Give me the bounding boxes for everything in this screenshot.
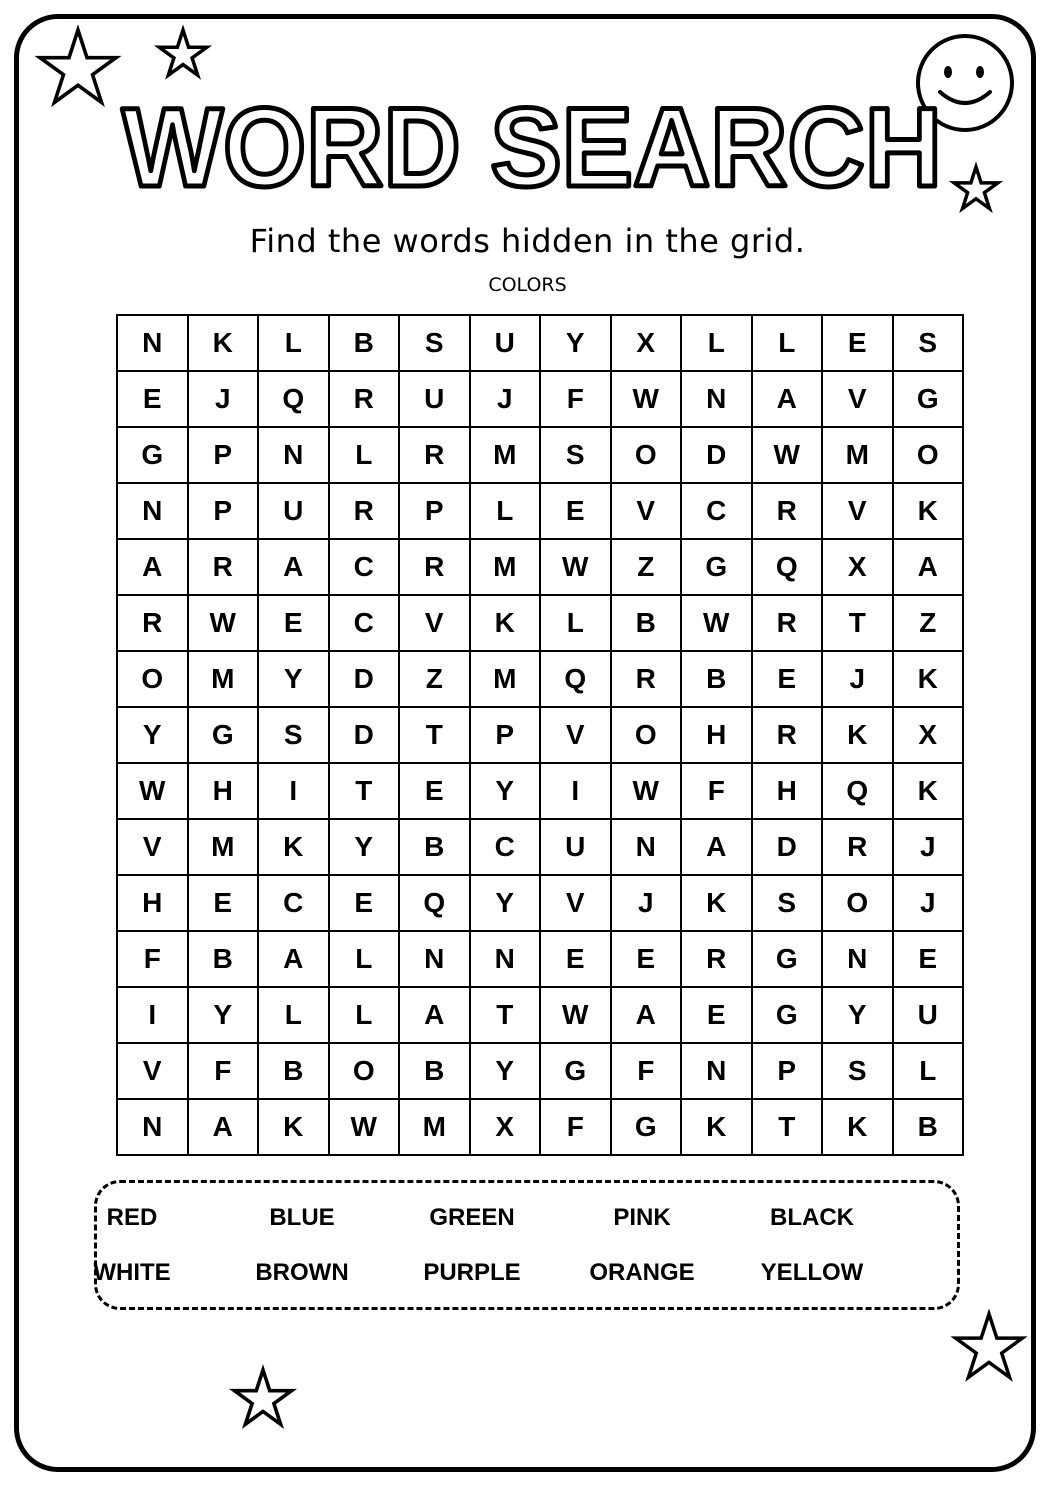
grid-cell[interactable]: E bbox=[681, 987, 752, 1043]
grid-cell[interactable]: V bbox=[117, 1043, 188, 1099]
letter-grid bbox=[116, 314, 964, 1156]
grid-cell[interactable]: E bbox=[117, 371, 188, 427]
grid-cell[interactable]: Y bbox=[470, 763, 541, 819]
grid-cell[interactable]: Y bbox=[258, 651, 329, 707]
grid-cell[interactable]: E bbox=[540, 931, 611, 987]
grid-row bbox=[117, 763, 963, 819]
grid-cell[interactable]: T bbox=[329, 763, 400, 819]
grid-cell[interactable]: V bbox=[399, 595, 470, 651]
grid-cell[interactable]: K bbox=[893, 651, 964, 707]
star-icon bbox=[956, 1314, 1023, 1377]
grid-cell[interactable]: P bbox=[399, 483, 470, 539]
grid-cell[interactable]: E bbox=[752, 651, 823, 707]
grid-cell[interactable]: O bbox=[893, 427, 964, 483]
grid-cell[interactable]: J bbox=[822, 651, 893, 707]
grid-cell[interactable]: T bbox=[470, 987, 541, 1043]
grid-cell[interactable]: F bbox=[540, 371, 611, 427]
grid-cell[interactable]: I bbox=[258, 763, 329, 819]
grid-cell[interactable]: W bbox=[329, 1099, 400, 1155]
grid-cell[interactable]: E bbox=[893, 931, 964, 987]
grid-cell[interactable]: D bbox=[329, 651, 400, 707]
grid-cell[interactable]: P bbox=[470, 707, 541, 763]
word-list-item: GREEN bbox=[429, 1204, 515, 1231]
grid-cell[interactable]: N bbox=[117, 315, 188, 371]
grid-cell[interactable]: M bbox=[188, 651, 259, 707]
grid-cell[interactable]: V bbox=[822, 371, 893, 427]
grid-cell[interactable]: M bbox=[188, 819, 259, 875]
grid-cell[interactable]: P bbox=[188, 483, 259, 539]
grid-cell[interactable]: B bbox=[681, 651, 752, 707]
grid-cell[interactable]: K bbox=[681, 1099, 752, 1155]
grid-cell[interactable]: C bbox=[329, 595, 400, 651]
grid-row bbox=[117, 1099, 963, 1155]
grid-cell[interactable]: E bbox=[399, 763, 470, 819]
grid-cell[interactable]: T bbox=[399, 707, 470, 763]
word-list-item: BLUE bbox=[269, 1204, 335, 1231]
star-icon bbox=[159, 30, 207, 75]
grid-cell[interactable]: W bbox=[117, 763, 188, 819]
grid-cell[interactable]: O bbox=[611, 427, 682, 483]
grid-row bbox=[117, 931, 963, 987]
word-list-item: RED bbox=[106, 1204, 158, 1231]
grid-cell[interactable]: N bbox=[117, 483, 188, 539]
grid-cell[interactable]: M bbox=[822, 427, 893, 483]
grid-cell[interactable]: E bbox=[329, 875, 400, 931]
grid-cell[interactable]: J bbox=[893, 819, 964, 875]
grid-cell[interactable]: C bbox=[470, 819, 541, 875]
grid-cell[interactable]: Y bbox=[822, 987, 893, 1043]
grid-cell[interactable]: H bbox=[117, 875, 188, 931]
grid-cell[interactable]: B bbox=[258, 1043, 329, 1099]
grid-cell[interactable]: Z bbox=[893, 595, 964, 651]
star-icon bbox=[234, 1370, 291, 1424]
grid-cell[interactable]: R bbox=[752, 483, 823, 539]
grid-cell[interactable]: V bbox=[611, 483, 682, 539]
grid-cell[interactable]: W bbox=[611, 763, 682, 819]
grid-cell[interactable]: B bbox=[893, 1099, 964, 1155]
grid-cell[interactable]: A bbox=[258, 539, 329, 595]
grid-cell[interactable]: R bbox=[188, 539, 259, 595]
grid-cell[interactable]: V bbox=[822, 483, 893, 539]
grid-cell[interactable]: P bbox=[188, 427, 259, 483]
grid-cell[interactable]: Q bbox=[399, 875, 470, 931]
grid-cell[interactable]: P bbox=[752, 1043, 823, 1099]
grid-cell[interactable]: L bbox=[258, 315, 329, 371]
grid-cell[interactable]: Q bbox=[258, 371, 329, 427]
grid-cell[interactable]: K bbox=[681, 875, 752, 931]
grid-cell[interactable]: O bbox=[329, 1043, 400, 1099]
grid-cell[interactable]: N bbox=[681, 1043, 752, 1099]
grid-row bbox=[117, 707, 963, 763]
grid-cell[interactable]: Y bbox=[117, 707, 188, 763]
word-list-item: PURPLE bbox=[423, 1259, 521, 1286]
grid-cell[interactable]: G bbox=[681, 539, 752, 595]
word-list-item: ORANGE bbox=[589, 1259, 695, 1286]
grid-cell[interactable]: N bbox=[258, 427, 329, 483]
grid-cell[interactable]: X bbox=[893, 707, 964, 763]
grid-cell[interactable]: Y bbox=[329, 819, 400, 875]
grid-cell[interactable]: H bbox=[752, 763, 823, 819]
grid-cell[interactable]: H bbox=[681, 707, 752, 763]
grid-row bbox=[117, 595, 963, 651]
grid-cell[interactable]: W bbox=[611, 371, 682, 427]
grid-cell[interactable]: A bbox=[258, 931, 329, 987]
grid-cell[interactable]: T bbox=[752, 1099, 823, 1155]
grid-cell[interactable]: L bbox=[258, 987, 329, 1043]
grid-cell[interactable]: Y bbox=[470, 875, 541, 931]
grid-row bbox=[117, 651, 963, 707]
grid-cell[interactable]: A bbox=[117, 539, 188, 595]
grid-cell[interactable]: K bbox=[188, 315, 259, 371]
grid-row bbox=[117, 539, 963, 595]
grid-cell[interactable]: U bbox=[258, 483, 329, 539]
grid-cell[interactable]: W bbox=[188, 595, 259, 651]
grid-cell[interactable]: B bbox=[188, 931, 259, 987]
grid-cell[interactable]: K bbox=[893, 763, 964, 819]
grid-cell[interactable]: M bbox=[470, 651, 541, 707]
grid-cell[interactable]: J bbox=[470, 371, 541, 427]
grid-cell[interactable]: N bbox=[470, 931, 541, 987]
grid-cell[interactable]: Q bbox=[752, 539, 823, 595]
grid-cell[interactable]: R bbox=[399, 427, 470, 483]
grid-cell[interactable]: R bbox=[752, 707, 823, 763]
grid-row bbox=[117, 483, 963, 539]
grid-cell[interactable]: W bbox=[540, 539, 611, 595]
word-list-item: WHITE bbox=[93, 1259, 171, 1286]
grid-row bbox=[117, 371, 963, 427]
grid-row bbox=[117, 1043, 963, 1099]
page-title-text: WORD SEARCH bbox=[122, 88, 942, 208]
grid-cell[interactable]: G bbox=[752, 931, 823, 987]
grid-cell[interactable]: G bbox=[117, 427, 188, 483]
grid-cell[interactable]: J bbox=[611, 875, 682, 931]
grid-row bbox=[117, 875, 963, 931]
grid-cell[interactable]: F bbox=[117, 931, 188, 987]
grid-row bbox=[117, 819, 963, 875]
grid-cell[interactable]: M bbox=[470, 427, 541, 483]
word-list-box bbox=[94, 1180, 960, 1310]
grid-cell[interactable]: G bbox=[540, 1043, 611, 1099]
grid-cell[interactable]: A bbox=[188, 1099, 259, 1155]
grid-cell[interactable]: O bbox=[822, 875, 893, 931]
grid-cell[interactable]: D bbox=[329, 707, 400, 763]
grid-cell[interactable]: F bbox=[611, 1043, 682, 1099]
grid-cell[interactable]: M bbox=[470, 539, 541, 595]
grid-cell[interactable]: L bbox=[681, 315, 752, 371]
word-list-item: BLACK bbox=[770, 1204, 854, 1231]
grid-cell[interactable]: R bbox=[611, 651, 682, 707]
grid-cell[interactable]: Q bbox=[822, 763, 893, 819]
grid-cell[interactable]: U bbox=[399, 371, 470, 427]
grid-cell[interactable]: U bbox=[893, 987, 964, 1043]
grid-cell[interactable]: G bbox=[188, 707, 259, 763]
grid-row bbox=[117, 987, 963, 1043]
grid-cell[interactable]: B bbox=[329, 315, 400, 371]
grid-cell[interactable]: Y bbox=[540, 315, 611, 371]
grid-cell[interactable]: J bbox=[188, 371, 259, 427]
grid-cell[interactable]: X bbox=[470, 1099, 541, 1155]
grid-cell[interactable]: V bbox=[540, 875, 611, 931]
grid-cell[interactable]: I bbox=[117, 987, 188, 1043]
grid-cell[interactable]: Z bbox=[611, 539, 682, 595]
grid-cell[interactable]: R bbox=[681, 931, 752, 987]
grid-cell[interactable]: F bbox=[540, 1099, 611, 1155]
grid-cell[interactable]: L bbox=[470, 483, 541, 539]
grid-cell[interactable]: A bbox=[611, 987, 682, 1043]
grid-cell[interactable]: W bbox=[681, 595, 752, 651]
grid-cell[interactable]: G bbox=[611, 1099, 682, 1155]
grid-cell[interactable]: B bbox=[399, 819, 470, 875]
grid-cell[interactable]: I bbox=[540, 763, 611, 819]
grid-cell[interactable]: O bbox=[117, 651, 188, 707]
grid-cell[interactable]: F bbox=[681, 763, 752, 819]
grid-cell[interactable]: V bbox=[117, 819, 188, 875]
grid-cell[interactable]: R bbox=[822, 819, 893, 875]
grid-cell[interactable]: X bbox=[611, 315, 682, 371]
grid-cell[interactable]: C bbox=[258, 875, 329, 931]
grid-cell[interactable]: S bbox=[540, 427, 611, 483]
grid-cell[interactable]: L bbox=[893, 1043, 964, 1099]
word-list-item: PINK bbox=[613, 1204, 671, 1231]
grid-cell[interactable]: K bbox=[470, 595, 541, 651]
grid-cell[interactable]: N bbox=[399, 931, 470, 987]
instructions: Find the words hidden in the grid. bbox=[249, 222, 806, 260]
grid-cell[interactable]: K bbox=[258, 819, 329, 875]
grid-cell[interactable]: U bbox=[540, 819, 611, 875]
grid-cell[interactable]: K bbox=[822, 707, 893, 763]
grid-cell[interactable]: S bbox=[399, 315, 470, 371]
grid-cell[interactable]: D bbox=[752, 819, 823, 875]
grid-cell[interactable]: N bbox=[117, 1099, 188, 1155]
grid-row bbox=[117, 427, 963, 483]
grid-cell[interactable]: R bbox=[329, 483, 400, 539]
grid-cell[interactable]: A bbox=[399, 987, 470, 1043]
grid-cell[interactable]: K bbox=[893, 483, 964, 539]
grid-cell[interactable]: S bbox=[893, 315, 964, 371]
grid-cell[interactable]: Y bbox=[470, 1043, 541, 1099]
grid-cell[interactable]: L bbox=[329, 427, 400, 483]
grid-cell[interactable]: E bbox=[188, 875, 259, 931]
grid-cell[interactable]: V bbox=[540, 707, 611, 763]
grid-cell[interactable]: U bbox=[470, 315, 541, 371]
grid-cell[interactable]: N bbox=[611, 819, 682, 875]
grid-cell[interactable]: R bbox=[329, 371, 400, 427]
grid-cell[interactable]: Z bbox=[399, 651, 470, 707]
grid-cell[interactable]: S bbox=[752, 875, 823, 931]
word-list-item: BROWN bbox=[255, 1259, 349, 1286]
word-list-item: YELLOW bbox=[760, 1259, 864, 1286]
grid-cell[interactable]: K bbox=[822, 1099, 893, 1155]
grid-cell[interactable]: L bbox=[329, 931, 400, 987]
grid-cell[interactable]: C bbox=[681, 483, 752, 539]
grid-cell[interactable]: Q bbox=[540, 651, 611, 707]
grid-cell[interactable]: R bbox=[399, 539, 470, 595]
grid-cell[interactable]: Y bbox=[188, 987, 259, 1043]
topic-label: COLORS bbox=[488, 274, 567, 296]
grid-cell[interactable]: E bbox=[822, 315, 893, 371]
grid-cell[interactable]: X bbox=[822, 539, 893, 595]
grid-cell[interactable]: A bbox=[752, 371, 823, 427]
grid-cell[interactable]: K bbox=[258, 1099, 329, 1155]
page-title bbox=[0, 88, 1055, 208]
grid-cell[interactable]: N bbox=[681, 371, 752, 427]
grid-cell[interactable]: E bbox=[611, 931, 682, 987]
grid-cell[interactable]: L bbox=[752, 315, 823, 371]
grid-cell[interactable]: T bbox=[822, 595, 893, 651]
grid-cell[interactable]: J bbox=[893, 875, 964, 931]
grid-cell[interactable]: E bbox=[540, 483, 611, 539]
grid-cell[interactable]: O bbox=[611, 707, 682, 763]
grid-cell[interactable]: M bbox=[399, 1099, 470, 1155]
grid-cell[interactable]: F bbox=[188, 1043, 259, 1099]
grid-cell[interactable]: C bbox=[329, 539, 400, 595]
grid-row bbox=[117, 315, 963, 371]
grid-cell[interactable]: N bbox=[822, 931, 893, 987]
grid-cell[interactable]: A bbox=[681, 819, 752, 875]
grid-cell[interactable]: B bbox=[611, 595, 682, 651]
grid-cell[interactable]: A bbox=[893, 539, 964, 595]
grid-cell[interactable]: E bbox=[258, 595, 329, 651]
grid-cell[interactable]: D bbox=[681, 427, 752, 483]
grid-cell[interactable]: S bbox=[822, 1043, 893, 1099]
grid-cell[interactable]: G bbox=[893, 371, 964, 427]
grid-cell[interactable]: W bbox=[540, 987, 611, 1043]
grid-cell[interactable]: W bbox=[752, 427, 823, 483]
grid-cell[interactable]: S bbox=[258, 707, 329, 763]
grid-cell[interactable]: B bbox=[399, 1043, 470, 1099]
grid-cell[interactable]: G bbox=[752, 987, 823, 1043]
grid-cell[interactable]: H bbox=[188, 763, 259, 819]
grid-cell[interactable]: L bbox=[540, 595, 611, 651]
grid-cell[interactable]: R bbox=[117, 595, 188, 651]
grid-cell[interactable]: R bbox=[752, 595, 823, 651]
grid-cell[interactable]: L bbox=[329, 987, 400, 1043]
